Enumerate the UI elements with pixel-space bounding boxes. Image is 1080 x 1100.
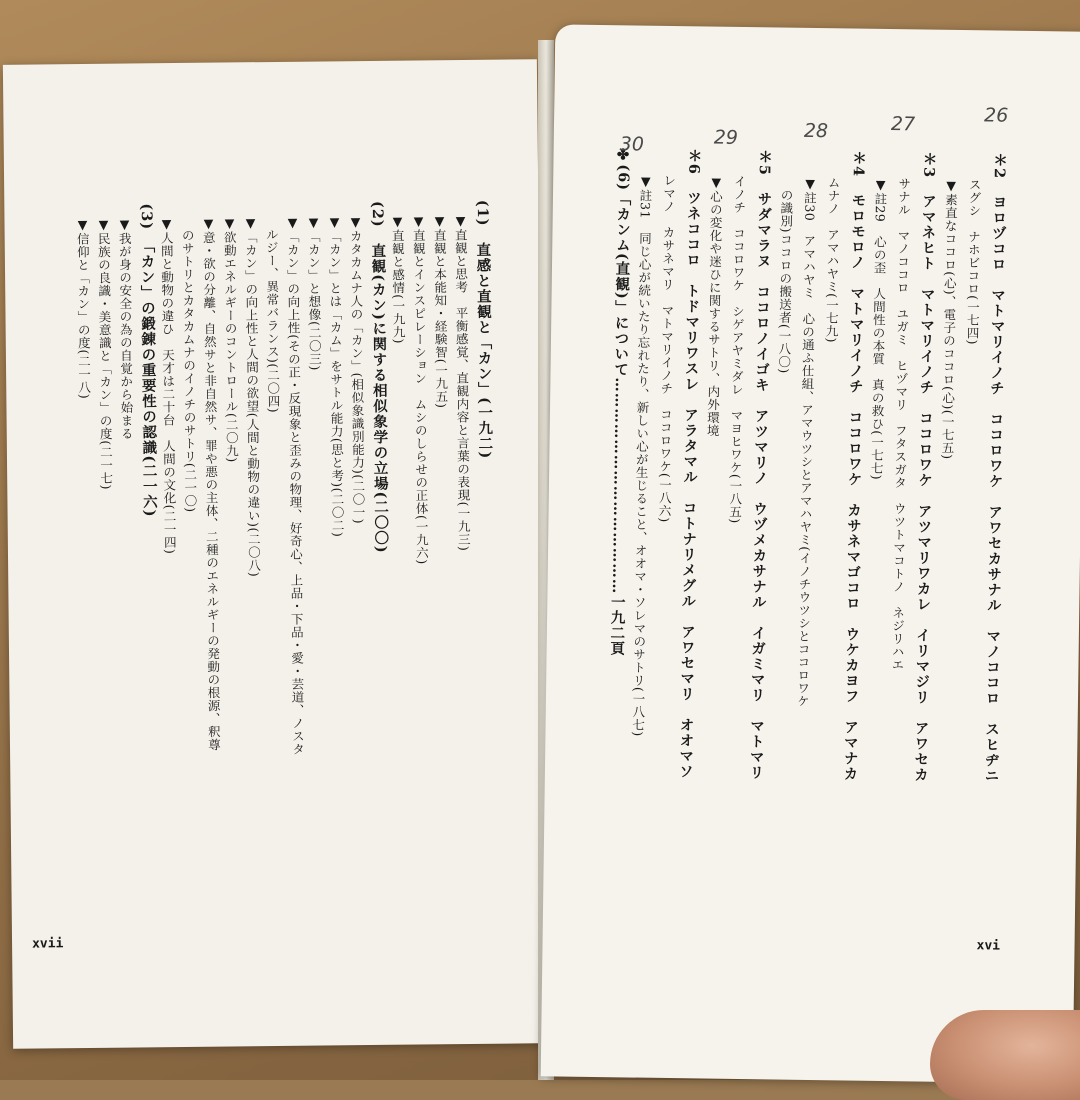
handwritten-number: 30 xyxy=(619,133,645,156)
toc-line: ▼「カン」の向上性と人間の欲望(人間と動物の違い)(二〇八) xyxy=(242,202,262,578)
toc-line: ＊4 モロモロノ マトマリイノチ ココロワケ カサネマゴコロ ウケカヨフ アマナカ xyxy=(841,150,868,782)
toc-line: ＊2 ヨロヅコロ マトマリイノチ ココロワケ アワセカサナル マノココロ スヒヂニ xyxy=(982,152,1009,784)
toc-line: ▼註30 アマハヤミ 心の通ふ仕組、アマウツシとアマハヤミ(イノチウツシとココロワケ xyxy=(795,149,819,708)
toc-line: ▼直観と感情(一九九) xyxy=(389,200,407,345)
toc-line: ▼我が身の安全の為の自覚から始まる xyxy=(116,203,135,441)
toc-line: ▼「カン」と想像(二〇三) xyxy=(305,201,323,371)
toc-line: ▼素直なココロ(心)、電子のココロ(心)(一七五) xyxy=(939,151,960,460)
toc-line: (3) 「カン」の鍛錬の重要性の認識(二一六) xyxy=(137,203,159,518)
toc-line: ▼意・欲の分離、自然サと非自然サ、罪や悪の主体、二種のエネルギーの発動の根源、釈尊 xyxy=(200,202,222,752)
toc-line: ＊3 アマネヒト マトマリイノチ ココロワケ アツマリワカレ イリマジリ アワセカ xyxy=(911,151,938,783)
toc-line: ▼民族の良識・美意識と「カン」の度(二一七) xyxy=(95,203,114,491)
page-number-left: xvii xyxy=(31,936,64,952)
toc-line: サナル マノココロ ユガミ ヒヅマリ フタスガタ ウツトマコトノ ネジリハエ xyxy=(889,151,913,672)
toc-line: (1) 直感と直観と「カン」(一九二) xyxy=(473,199,494,460)
toc-line: レマノ カサネマリ マトマリイノチ ココロワケ(一八六) xyxy=(656,147,678,523)
handwritten-number: 26 xyxy=(983,104,1009,127)
handwritten-number: 29 xyxy=(713,126,739,149)
toc-line: ▼「カン」の向上性(その正・反現象と歪みの物理、好奇心、上品・下品・愛・芸道、ノスタ xyxy=(284,201,306,756)
toc-line: ▼直観と本能知・経験智(一九五) xyxy=(431,200,449,409)
toc-line: ▼心の変化や迷ひに関するサトリ、内外環境 xyxy=(705,148,725,438)
toc-line: ▼註31 同じ心が続いたり忘れたり、新しい心が生じること、オオマ・ソレマのサトリ(一八七) xyxy=(630,147,654,737)
toc-line: ✤(6)「カンム(直観)」について……………………………………一九二頁 xyxy=(608,147,633,657)
toc-line: ＊5 サダマラヌ ココロノイゴキ アツマリノ ウヅメカサナル イガミマリ マトマリ xyxy=(747,149,774,781)
toc-line: (2) 直観(カン)に関する相似象学の立場(二〇〇) xyxy=(368,200,390,554)
toc-line: ▼人間と動物の違ひ 天才は二十台 人間の文化(二一四) xyxy=(158,203,178,555)
handwritten-number: 27 xyxy=(890,113,916,136)
toc-line: ▼直観と思考 平衡感覚、直観内容と言葉の表現(一九三) xyxy=(452,199,472,552)
toc-line: イノチ ココロワケ シゲアヤミダレ マヨヒワケ(一八五) xyxy=(727,148,748,524)
toc-line: ▼直観とインスピレーション ムシのしらせの正体(一九六) xyxy=(410,200,430,565)
left-page xyxy=(3,59,547,1049)
page-number-right: xvi xyxy=(976,938,1001,954)
thumb xyxy=(930,1010,1080,1100)
toc-line: の識別)ココロの搬送者(一八〇) xyxy=(776,149,795,374)
toc-line: ▼註29 心の歪 人間性の本質 真の救ひ(一七七) xyxy=(869,150,889,481)
toc-line: ▼「カン」とは「カム」をサトル能力(思と考)(二〇二) xyxy=(326,201,346,538)
toc-line: ルジー、異常バランス)(二〇四) xyxy=(263,201,282,414)
right-page xyxy=(541,24,1080,1083)
toc-line: ▼信仰と「カン」の度(二一八) xyxy=(74,203,92,400)
toc-line: のサトリとカタカムナのイノチのサトリ(二一〇) xyxy=(179,202,199,513)
toc-line: ▼カタカムナ人の「カン」(相似象識別能力)(二〇一) xyxy=(347,201,367,525)
toc-line: ＊6 ツネココロ トドマリワスレ アラタマル コトナリメグル アワセマリ オオマソ xyxy=(676,148,703,780)
handwritten-number: 28 xyxy=(803,119,829,143)
toc-line: ムナノ アマハヤミ(一七九) xyxy=(823,150,842,344)
toc-line: ▼欲動エネルギーのコントロール(二〇九) xyxy=(221,202,240,463)
toc-line: スグシ ナホビコロ(一七四) xyxy=(964,152,983,346)
